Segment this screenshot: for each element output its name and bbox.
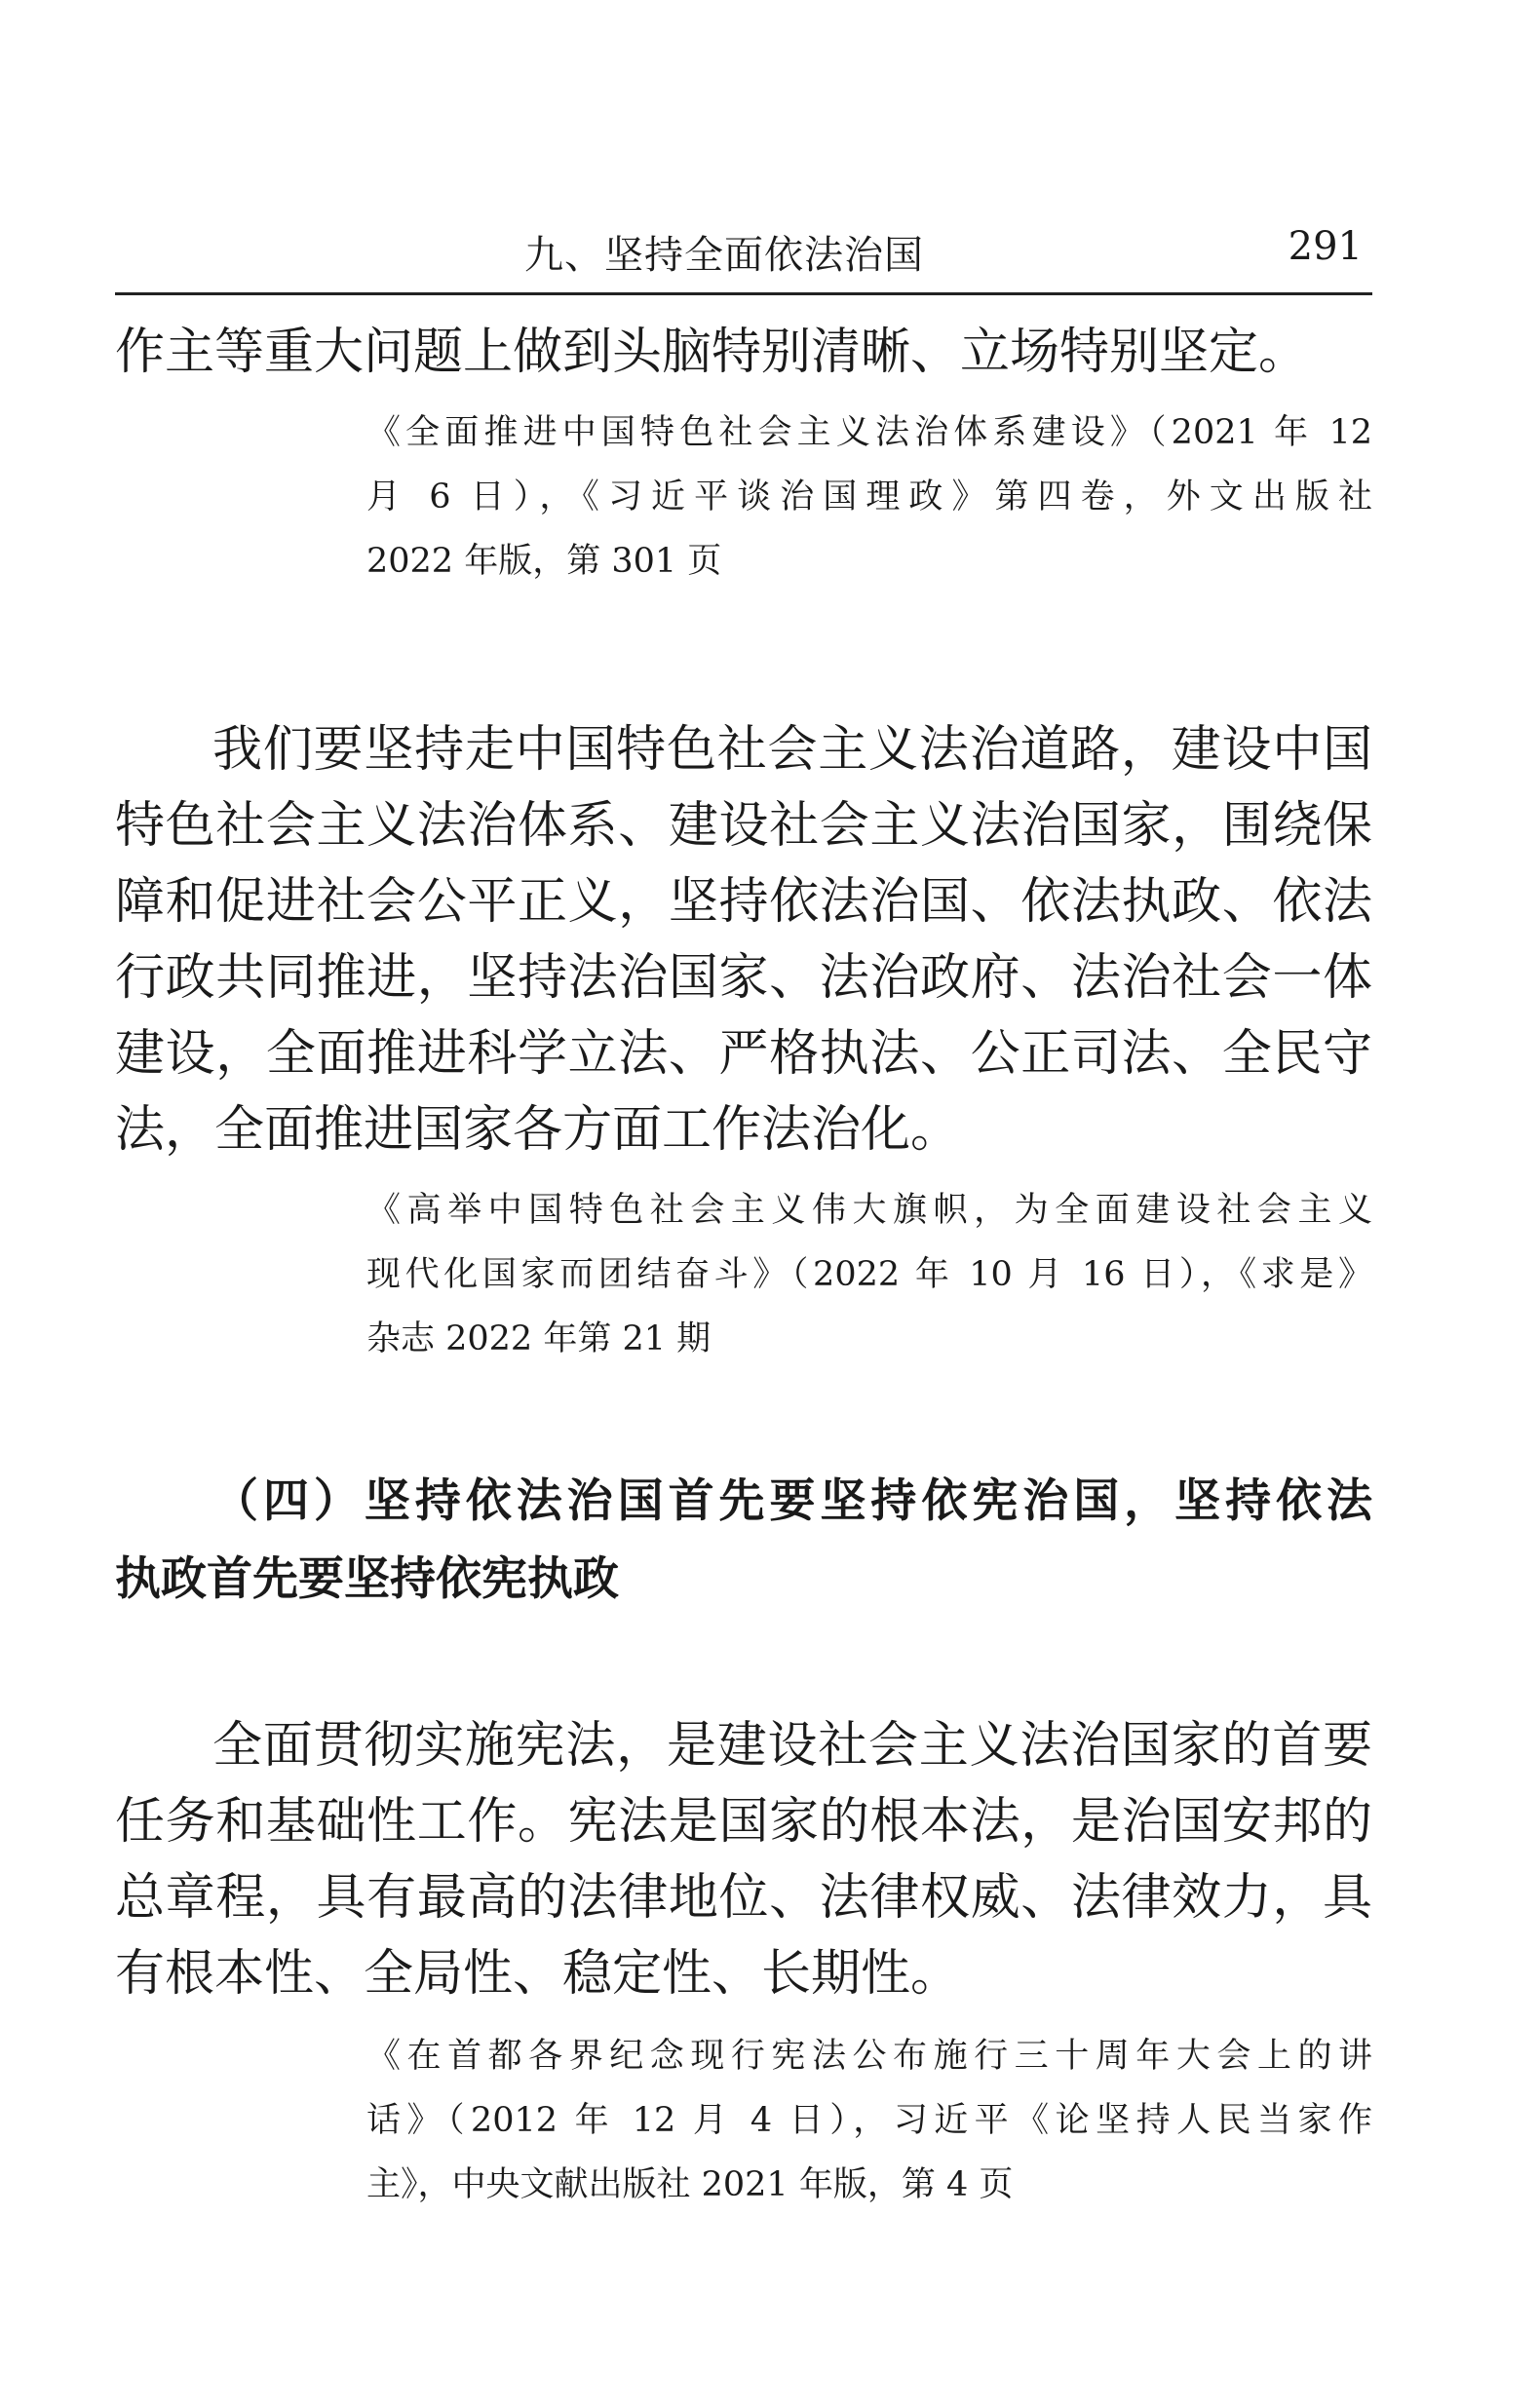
paragraph-line: 法，全面推进国家各方面工作法治化。 — [115, 1101, 961, 1159]
paragraph-line: 行政共同推进，坚持法治国家、法治政府、法治社会一体 — [115, 949, 1372, 1007]
citation-line: 现代化国家而团结奋斗》（2022 年 10 月 16 日），《求是》 — [366, 1255, 1372, 1294]
paragraph-line: 有根本性、全局性、稳定性、长期性。 — [115, 1945, 961, 2003]
citation-line: 主》，中央文献出版社 2021 年版，第 4 页 — [366, 2165, 1014, 2204]
citation-line: 话》（2012 年 12 月 4 日），习近平《论坚持人民当家作 — [366, 2101, 1372, 2140]
paragraph-line: 特色社会主义法治体系、建设社会主义法治国家，围绕保 — [115, 797, 1372, 855]
page-number: 291 — [1288, 224, 1363, 269]
citation-line: 月 6 日），《习近平谈治国理政》第四卷，外文出版社 — [366, 478, 1372, 516]
paragraph-line: 建设，全面推进科学立法、严格执法、公正司法、全民守 — [115, 1025, 1372, 1083]
paragraph-line: 障和促进社会公平正义，坚持依法治国、依法执政、依法 — [115, 873, 1372, 931]
paragraph-line: 全面贯彻实施宪法，是建设社会主义法治国家的首要 — [212, 1717, 1372, 1775]
running-header — [115, 220, 1372, 295]
section-heading-line: （四）坚持依法治国首先要坚持依宪治国，坚持依法 — [212, 1474, 1372, 1528]
citation-line: 杂志 2022 年第 21 期 — [366, 1319, 712, 1358]
section-heading-line: 执政首先要坚持依宪执政 — [115, 1552, 619, 1606]
paragraph-line: 任务和基础性工作。宪法是国家的根本法，是治国安邦的 — [115, 1793, 1372, 1851]
citation-line: 2022 年版，第 301 页 — [366, 542, 722, 581]
citation-line: 《在首都各界纪念现行宪法公布施行三十周年大会上的讲 — [366, 2037, 1372, 2076]
paragraph-line: 作主等重大问题上做到头脑特别清晰、立场特别坚定。 — [115, 324, 1309, 381]
citation-line: 《全面推进中国特色社会主义法治体系建设》（2021 年 12 — [366, 413, 1372, 452]
citation-line: 《高举中国特色社会主义伟大旗帜，为全面建设社会主义 — [366, 1191, 1372, 1230]
paragraph-line: 我们要坚持走中国特色社会主义法治道路，建设中国 — [212, 721, 1372, 779]
chapter-title: 九、坚持全面依法治国 — [524, 233, 924, 278]
paragraph-line: 总章程，具有最高的法律地位、法律权威、法律效力，具 — [115, 1869, 1372, 1927]
